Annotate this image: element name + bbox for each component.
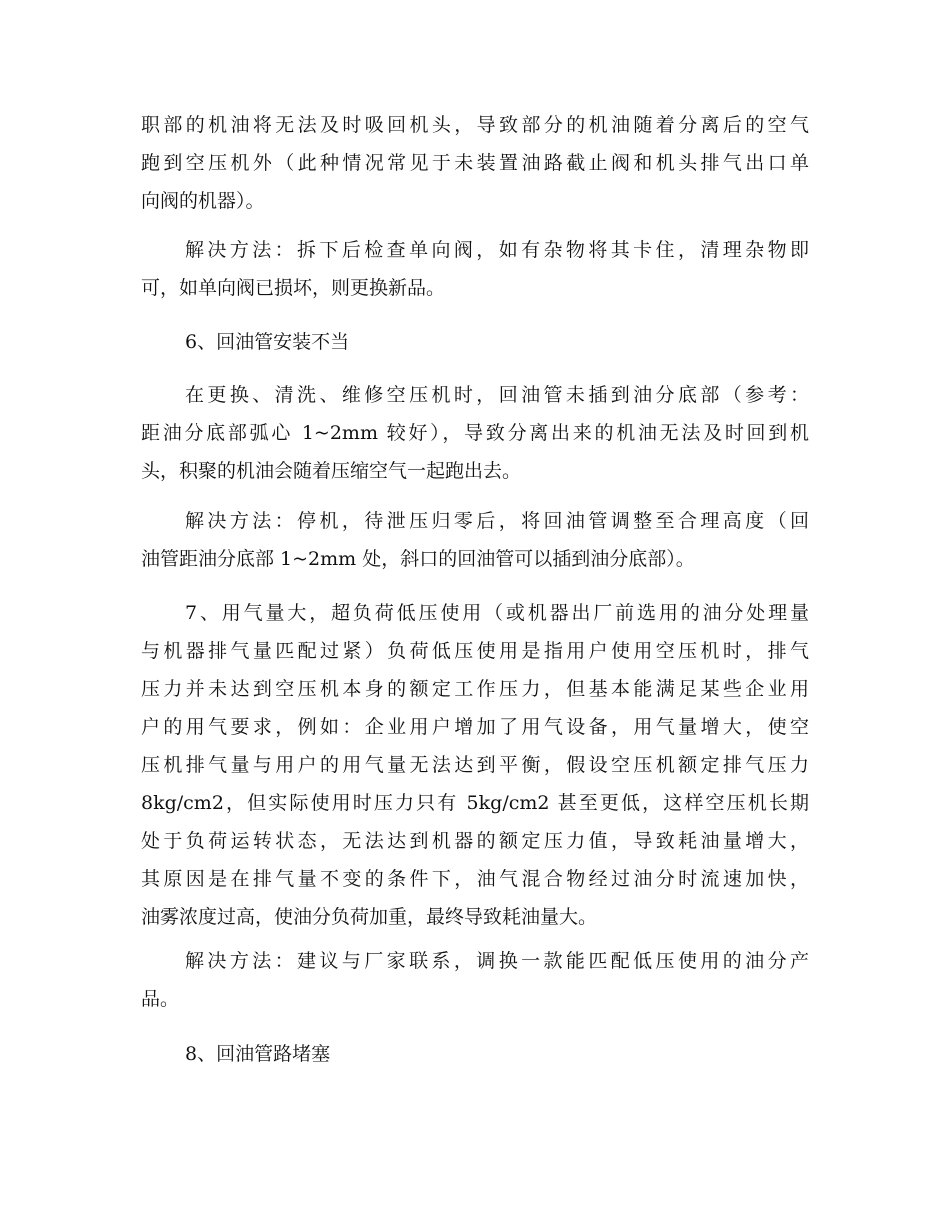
- text-line: 压机排气量与用户的用气量无法达到平衡，假设空压机额定排气压力: [141, 754, 809, 776]
- text-line: 户的用气要求，例如：企业用户增加了用气设备，用气量增大，使空: [141, 716, 809, 738]
- text-line: 职部的机油将无法及时吸回机头，导致部分的机油随着分离后的空气: [141, 114, 809, 136]
- text-line: 向阀的机器）。: [141, 190, 265, 212]
- text-line: 压力并未达到空压机本身的额定工作压力，但基本能满足某些企业用: [141, 678, 809, 700]
- paragraph-return-pipe-solution: [141, 502, 809, 578]
- text-line: 油管距油分底部 1~2mm 处，斜口的回油管可以插到油分底部）。: [141, 548, 695, 570]
- text-line: 解决方法：建议与厂家联系，调换一款能匹配低压使用的油分产: [185, 950, 809, 972]
- heading-text: 8、回油管路堵塞: [185, 1043, 331, 1065]
- text-line: 可，如单向阀已损坏，则更换新品。: [141, 277, 446, 299]
- text-line: 油雾浓度过高，使油分负荷加重，最终导致耗油量大。: [141, 906, 598, 928]
- text-line: 距油分底部弧心 1~2mm 较好），导致分离出来的机油无法及时回到机: [141, 422, 809, 444]
- paragraph-overload-solution: [141, 942, 809, 1018]
- section-heading-8: [141, 1035, 809, 1073]
- text-line: 头，积聚的机油会随着压缩空气一起跑出去。: [141, 460, 522, 482]
- heading-text: 6、回油管安装不当: [185, 331, 350, 353]
- text-line: 解决方法：停机，待泄压归零后，将回油管调整至合理高度（回: [185, 510, 809, 532]
- paragraph-check-valve-cause: [141, 106, 809, 220]
- text-line: 解决方法：拆下后检查单向阀，如有杂物将其卡住，清理杂物即: [185, 239, 809, 261]
- text-line: 其原因是在排气量不变的条件下，油气混合物经过油分时流速加快，: [141, 868, 809, 890]
- text-line: 处于负荷运转状态，无法达到机器的额定压力值，导致耗油量增大，: [141, 830, 809, 852]
- paragraph-overload-cause: [141, 594, 809, 936]
- paragraph-check-valve-solution: [141, 231, 809, 307]
- text-line: 在更换、清洗、维修空压机时，回油管未插到油分底部（参考：: [185, 384, 809, 406]
- text-line: 跑到空压机外（此种情况常见于未装置油路截止阀和机头排气出口单: [141, 152, 809, 174]
- text-line: 7、用气量大，超负荷低压使用（或机器出厂前选用的油分处理量: [185, 602, 809, 624]
- text-line: 品。: [141, 988, 180, 1010]
- text-line: 8kg/cm2，但实际使用时压力只有 5kg/cm2 甚至更低，这样空压机长期: [141, 792, 809, 814]
- section-heading-6: [141, 323, 809, 361]
- paragraph-return-pipe-cause: [141, 376, 809, 490]
- text-line: 与机器排气量匹配过紧）负荷低压使用是指用户使用空压机时，排气: [141, 640, 809, 662]
